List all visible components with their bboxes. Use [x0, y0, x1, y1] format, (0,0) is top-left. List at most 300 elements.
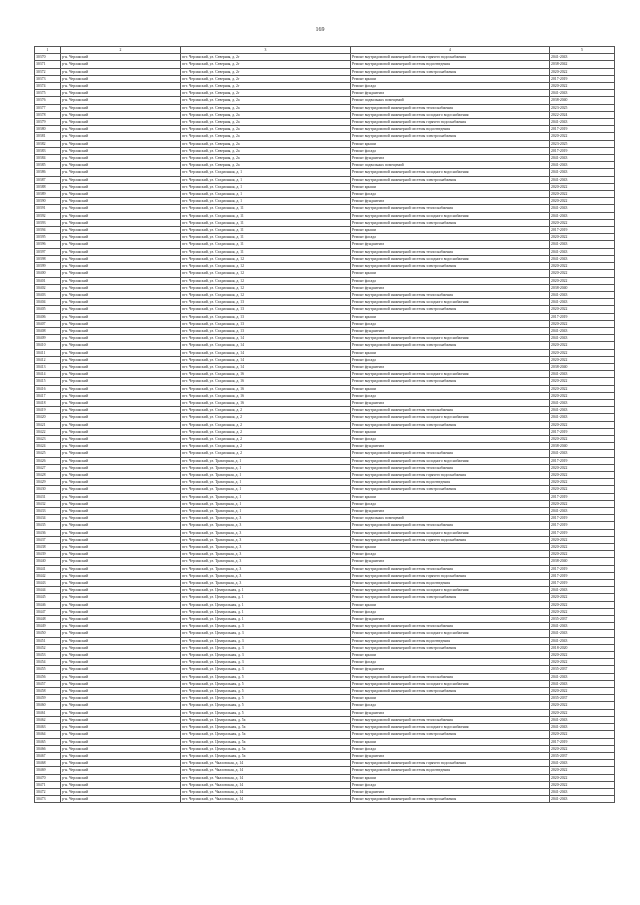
work-type-cell: Ремонт фундамента — [351, 399, 550, 406]
address-cell: пгт. Черлакский, ул. Тракторная, д. 3 — [181, 572, 351, 579]
district-cell: р-н. Черлакский — [61, 781, 181, 788]
work-type-cell: Ремонт внутридомовой инженерной системы электроснабжения — [351, 688, 550, 695]
row-id-cell: 30402 — [35, 284, 61, 291]
table-row — [35, 320, 615, 327]
work-type-cell: Ремонт внутридомовой инженерной системы теплоснабжения — [351, 464, 550, 471]
period-cell: 2020-2022 — [550, 479, 615, 486]
work-type-cell: Ремонт внутридомовой инженерной системы холодного водоснабжения — [351, 630, 550, 637]
district-cell: р-н. Черлакский — [61, 702, 181, 709]
work-type-cell: Ремонт внутридомовой инженерной системы горячего водоснабжения — [351, 536, 550, 543]
period-cell: 2020-2022 — [550, 471, 615, 478]
district-cell: р-н. Черлакский — [61, 414, 181, 421]
address-cell: пгт. Черлакский, ул. Стадионная, д. 16 — [181, 399, 351, 406]
district-cell: р-н. Черлакский — [61, 255, 181, 262]
table-row — [35, 580, 615, 587]
work-type-cell: Ремонт внутридомовой инженерной системы горячего водоснабжения — [351, 471, 550, 478]
period-cell: 2041-2043 — [550, 299, 615, 306]
row-id-cell: 30404 — [35, 299, 61, 306]
district-cell: р-н. Черлакский — [61, 399, 181, 406]
table-row — [35, 435, 615, 442]
district-cell: р-н. Черлакский — [61, 565, 181, 572]
table-row — [35, 572, 615, 579]
district-cell: р-н. Черлакский — [61, 558, 181, 565]
table-row — [35, 378, 615, 385]
work-type-cell: Ремонт крыши — [351, 140, 550, 147]
work-type-cell: Ремонт крыши — [351, 493, 550, 500]
district-cell: р-н. Черлакский — [61, 162, 181, 169]
table-row — [35, 104, 615, 111]
table-row — [35, 241, 615, 248]
period-cell: 2020-2022 — [550, 486, 615, 493]
period-cell: 2017-2019 — [550, 738, 615, 745]
row-id-cell: 30415 — [35, 378, 61, 385]
district-cell: р-н. Черлакский — [61, 493, 181, 500]
column-header: 4 — [351, 47, 550, 54]
table-row — [35, 522, 615, 529]
address-cell: пгт. Черлакский, ул. Центральная, д. 1 — [181, 608, 351, 615]
address-cell: пгт. Черлакский, ул. Центральная, д. 3 — [181, 652, 351, 659]
period-cell: 2017-2019 — [550, 75, 615, 82]
district-cell: р-н. Черлакский — [61, 306, 181, 313]
period-cell: 2020-2022 — [550, 544, 615, 551]
period-cell: 2020-2022 — [550, 709, 615, 716]
district-cell: р-н. Черлакский — [61, 97, 181, 104]
work-type-cell: Ремонт фундамента — [351, 508, 550, 515]
period-cell: 2020-2022 — [550, 731, 615, 738]
table-row — [35, 565, 615, 572]
row-id-cell: 30470 — [35, 774, 61, 781]
work-type-cell: Ремонт внутридомовой инженерной системы холодного водоснабжения — [351, 169, 550, 176]
row-id-cell: 30423 — [35, 435, 61, 442]
district-cell: р-н. Черлакский — [61, 227, 181, 234]
period-cell: 2038-2042 — [550, 61, 615, 68]
period-cell: 2020-2022 — [550, 774, 615, 781]
work-type-cell: Ремонт крыши — [351, 601, 550, 608]
period-cell: 2017-2019 — [550, 572, 615, 579]
district-cell: р-н. Черлакский — [61, 291, 181, 298]
address-cell: пгт. Черлакский, ул. Стадионная, д. 12 — [181, 263, 351, 270]
row-id-cell: 30397 — [35, 248, 61, 255]
work-type-cell: Ремонт крыши — [351, 544, 550, 551]
period-cell: 2020-2022 — [550, 435, 615, 442]
row-id-cell: 30435 — [35, 522, 61, 529]
district-cell: р-н. Черлакский — [61, 284, 181, 291]
district-cell: р-н. Черлакский — [61, 659, 181, 666]
address-cell: пгт. Черлакский, ул. Центральная, д. 5а — [181, 738, 351, 745]
period-cell: 2020-2022 — [550, 421, 615, 428]
period-cell: 2041-2043 — [550, 155, 615, 162]
district-cell: р-н. Черлакский — [61, 616, 181, 623]
district-cell: р-н. Черлакский — [61, 104, 181, 111]
table-row — [35, 558, 615, 565]
table-row — [35, 263, 615, 270]
district-cell: р-н. Черлакский — [61, 587, 181, 594]
table-row — [35, 327, 615, 334]
row-id-cell: 30399 — [35, 263, 61, 270]
district-cell: р-н. Черлакский — [61, 183, 181, 190]
work-type-cell: Ремонт фасада — [351, 702, 550, 709]
address-cell: пгт. Черлакский, ул. Стадионная, д. 11 — [181, 248, 351, 255]
row-id-cell: 30440 — [35, 558, 61, 565]
district-cell: р-н. Черлакский — [61, 133, 181, 140]
row-id-cell: 30413 — [35, 363, 61, 370]
row-id-cell: 30433 — [35, 508, 61, 515]
table-row — [35, 392, 615, 399]
district-cell: р-н. Черлакский — [61, 385, 181, 392]
address-cell: пгт. Черлакский, ул. Северная, д. 2а — [181, 126, 351, 133]
work-type-cell: Ремонт внутридомовой инженерной системы электроснабжения — [351, 263, 550, 270]
district-cell: р-н. Черлакский — [61, 796, 181, 803]
period-cell: 2035-2037 — [550, 752, 615, 759]
period-cell: 2017-2019 — [550, 493, 615, 500]
period-cell: 2041-2043 — [550, 90, 615, 97]
address-cell: пгт. Черлакский, ул. Стадионная, д. 11 — [181, 241, 351, 248]
row-id-cell: 30449 — [35, 623, 61, 630]
work-type-cell: Ремонт фасада — [351, 392, 550, 399]
row-id-cell: 30434 — [35, 515, 61, 522]
work-type-cell: Ремонт фундамента — [351, 155, 550, 162]
table-row — [35, 133, 615, 140]
address-cell: пгт. Черлакский, ул. Центральная, д. 5а — [181, 731, 351, 738]
table-row — [35, 155, 615, 162]
address-cell: пгт. Черлакский, ул. Стадионная, д. 13 — [181, 327, 351, 334]
district-cell: р-н. Черлакский — [61, 371, 181, 378]
address-cell: пгт. Черлакский, ул. Стадионная, д. 2 — [181, 435, 351, 442]
work-type-cell: Ремонт фундамента — [351, 666, 550, 673]
work-type-cell: Ремонт внутридомовой инженерной системы электроснабжения — [351, 796, 550, 803]
table-row — [35, 500, 615, 507]
address-cell: пгт. Черлакский, ул. Тракторная, д. 3 — [181, 565, 351, 572]
work-type-cell: Ремонт внутридомовой инженерной системы электроснабжения — [351, 731, 550, 738]
district-cell: р-н. Черлакский — [61, 500, 181, 507]
district-cell: р-н. Черлакский — [61, 212, 181, 219]
district-cell: р-н. Черлакский — [61, 155, 181, 162]
table-row — [35, 536, 615, 543]
address-cell: пгт. Черлакский, ул. Центральная, д. 1 — [181, 587, 351, 594]
row-id-cell: 30405 — [35, 306, 61, 313]
work-type-cell: Ремонт фундамента — [351, 327, 550, 334]
district-cell: р-н. Черлакский — [61, 767, 181, 774]
page-number: 169 — [315, 27, 325, 33]
period-cell: 2020-2022 — [550, 500, 615, 507]
row-id-cell: 30373 — [35, 75, 61, 82]
row-id-cell: 30388 — [35, 183, 61, 190]
address-cell: пгт. Черлакский, ул. Стадионная, д. 12 — [181, 277, 351, 284]
row-id-cell: 30386 — [35, 169, 61, 176]
district-cell: р-н. Черлакский — [61, 191, 181, 198]
period-cell: 2020-2022 — [550, 594, 615, 601]
period-cell: 2020-2022 — [550, 536, 615, 543]
row-id-cell: 30382 — [35, 140, 61, 147]
row-id-cell: 30422 — [35, 428, 61, 435]
row-id-cell: 30377 — [35, 104, 61, 111]
work-type-cell: Ремонт внутридомовой инженерной системы электроснабжения — [351, 342, 550, 349]
period-cell: 2041-2043 — [550, 255, 615, 262]
district-cell: р-н. Черлакский — [61, 774, 181, 781]
district-cell: р-н. Черлакский — [61, 299, 181, 306]
work-type-cell: Ремонт внутридомовой инженерной системы холодного водоснабжения — [351, 587, 550, 594]
work-type-cell: Ремонт фасада — [351, 435, 550, 442]
work-type-cell: Ремонт внутридомовой инженерной системы водоотведения — [351, 767, 550, 774]
table-row — [35, 443, 615, 450]
address-cell: пгт. Черлакский, ул. Чкаловская, д. 14 — [181, 760, 351, 767]
work-type-cell: Ремонт крыши — [351, 774, 550, 781]
district-cell: р-н. Черлакский — [61, 421, 181, 428]
row-id-cell: 30441 — [35, 565, 61, 572]
address-cell: пгт. Черлакский, ул. Северная, д. 2а — [181, 97, 351, 104]
address-cell: пгт. Черлакский, ул. Тракторная, д. 3 — [181, 544, 351, 551]
table-row — [35, 399, 615, 406]
period-cell: 2020-2022 — [550, 234, 615, 241]
district-cell: р-н. Черлакский — [61, 508, 181, 515]
district-cell: р-н. Черлакский — [61, 716, 181, 723]
district-cell: р-н. Черлакский — [61, 392, 181, 399]
table-row — [35, 212, 615, 219]
address-cell: пгт. Черлакский, ул. Северная, д. 2а — [181, 162, 351, 169]
district-cell: р-н. Черлакский — [61, 263, 181, 270]
period-cell: 2041-2043 — [550, 623, 615, 630]
district-cell: р-н. Черлакский — [61, 731, 181, 738]
address-cell: пгт. Черлакский, ул. Северная, д. 2а — [181, 140, 351, 147]
period-cell: 2041-2043 — [550, 291, 615, 298]
period-cell: 2017-2019 — [550, 126, 615, 133]
work-type-cell: Ремонт подвальных помещений — [351, 97, 550, 104]
row-id-cell: 30383 — [35, 147, 61, 154]
address-cell: пгт. Черлакский, ул. Северная, д. 2г — [181, 90, 351, 97]
work-type-cell: Ремонт фундамента — [351, 752, 550, 759]
district-cell: р-н. Черлакский — [61, 90, 181, 97]
table-row — [35, 277, 615, 284]
period-cell: 2020-2022 — [550, 392, 615, 399]
work-type-cell: Ремонт внутридомовой инженерной системы теплоснабжения — [351, 104, 550, 111]
row-id-cell: 30370 — [35, 54, 61, 61]
row-id-cell: 30381 — [35, 133, 61, 140]
work-type-cell: Ремонт внутридомовой инженерной системы электроснабжения — [351, 644, 550, 651]
district-cell: р-н. Черлакский — [61, 594, 181, 601]
period-cell: 2020-2022 — [550, 464, 615, 471]
period-cell: 2041-2043 — [550, 371, 615, 378]
address-cell: пгт. Черлакский, ул. Стадионная, д. 12 — [181, 270, 351, 277]
work-type-cell: Ремонт фасада — [351, 356, 550, 363]
work-type-cell: Ремонт фундамента — [351, 284, 550, 291]
table-row — [35, 335, 615, 342]
work-type-cell: Ремонт внутридомовой инженерной системы электроснабжения — [351, 306, 550, 313]
district-cell: р-н. Черлакский — [61, 443, 181, 450]
work-type-cell: Ремонт крыши — [351, 652, 550, 659]
row-id-cell: 30384 — [35, 155, 61, 162]
period-cell: 2020-2022 — [550, 68, 615, 75]
period-cell: 2041-2043 — [550, 716, 615, 723]
address-cell: пгт. Черлакский, ул. Стадионная, д. 2 — [181, 428, 351, 435]
district-cell: р-н. Черлакский — [61, 673, 181, 680]
address-cell: пгт. Черлакский, ул. Чкаловская, д. 14 — [181, 781, 351, 788]
table-row — [35, 767, 615, 774]
row-id-cell: 30390 — [35, 198, 61, 205]
work-type-cell: Ремонт фасада — [351, 659, 550, 666]
table-row — [35, 594, 615, 601]
address-cell: пгт. Черлакский, ул. Северная, д. 2г — [181, 68, 351, 75]
work-type-cell: Ремонт фундамента — [351, 363, 550, 370]
period-cell: 2017-2019 — [550, 428, 615, 435]
period-cell: 2038-2040 — [550, 558, 615, 565]
row-id-cell: 30410 — [35, 342, 61, 349]
period-cell: 2041-2043 — [550, 788, 615, 795]
work-type-cell: Ремонт фундамента — [351, 241, 550, 248]
district-cell: р-н. Черлакский — [61, 738, 181, 745]
period-cell: 2041-2043 — [550, 399, 615, 406]
district-cell: р-н. Черлакский — [61, 270, 181, 277]
row-id-cell: 30424 — [35, 443, 61, 450]
district-cell: р-н. Черлакский — [61, 356, 181, 363]
address-cell: пгт. Черлакский, ул. Центральная, д. 1 — [181, 616, 351, 623]
repair-schedule-table — [34, 46, 615, 803]
row-id-cell: 30387 — [35, 176, 61, 183]
period-cell: 2020-2022 — [550, 270, 615, 277]
district-cell: р-н. Черлакский — [61, 68, 181, 75]
district-cell: р-н. Черлакский — [61, 234, 181, 241]
work-type-cell: Ремонт внутридомовой инженерной системы водоотведения — [351, 126, 550, 133]
row-id-cell: 30453 — [35, 652, 61, 659]
row-id-cell: 30455 — [35, 666, 61, 673]
address-cell: пгт. Черлакский, ул. Северная, д. 2г — [181, 61, 351, 68]
work-type-cell: Ремонт крыши — [351, 738, 550, 745]
address-cell: пгт. Черлакский, ул. Стадионная, д. 13 — [181, 320, 351, 327]
work-type-cell: Ремонт крыши — [351, 270, 550, 277]
district-cell: р-н. Черлакский — [61, 327, 181, 334]
row-id-cell: 30375 — [35, 90, 61, 97]
period-cell: 2020-2022 — [550, 659, 615, 666]
district-cell: р-н. Черлакский — [61, 623, 181, 630]
row-id-cell: 30426 — [35, 457, 61, 464]
table-row — [35, 493, 615, 500]
row-id-cell: 30407 — [35, 320, 61, 327]
table-row — [35, 183, 615, 190]
period-cell: 2041-2043 — [550, 680, 615, 687]
period-cell: 2041-2043 — [550, 176, 615, 183]
period-cell: 2017-2019 — [550, 227, 615, 234]
district-cell: р-н. Черлакский — [61, 407, 181, 414]
address-cell: пгт. Черлакский, ул. Центральная, д. 5а — [181, 745, 351, 752]
row-id-cell: 30447 — [35, 608, 61, 615]
district-cell: р-н. Черлакский — [61, 54, 181, 61]
work-type-cell: Ремонт внутридомовой инженерной системы электроснабжения — [351, 219, 550, 226]
table-row — [35, 421, 615, 428]
address-cell: пгт. Черлакский, ул. Тракторная, д. 1 — [181, 464, 351, 471]
district-cell: р-н. Черлакский — [61, 630, 181, 637]
period-cell: 2041-2043 — [550, 508, 615, 515]
work-type-cell: Ремонт внутридомовой инженерной системы теплоснабжения — [351, 205, 550, 212]
table-row — [35, 255, 615, 262]
address-cell: пгт. Черлакский, ул. Стадионная, д. 1 — [181, 169, 351, 176]
district-cell: р-н. Черлакский — [61, 522, 181, 529]
district-cell: р-н. Черлакский — [61, 680, 181, 687]
work-type-cell: Ремонт фундамента — [351, 788, 550, 795]
address-cell: пгт. Черлакский, ул. Тракторная, д. 1 — [181, 457, 351, 464]
row-id-cell: 30446 — [35, 601, 61, 608]
district-cell: р-н. Черлакский — [61, 479, 181, 486]
address-cell: пгт. Черлакский, ул. Северная, д. 2г — [181, 75, 351, 82]
address-cell: пгт. Черлакский, ул. Стадионная, д. 2 — [181, 407, 351, 414]
period-cell: 2041-2043 — [550, 637, 615, 644]
table-row — [35, 515, 615, 522]
period-cell: 2020-2022 — [550, 745, 615, 752]
row-id-cell: 30462 — [35, 716, 61, 723]
work-type-cell: Ремонт фундамента — [351, 443, 550, 450]
address-cell: пгт. Черлакский, ул. Стадионная, д. 13 — [181, 299, 351, 306]
table-row — [35, 601, 615, 608]
district-cell: р-н. Черлакский — [61, 219, 181, 226]
row-id-cell: 30430 — [35, 486, 61, 493]
table-body — [35, 54, 615, 803]
row-id-cell: 30391 — [35, 205, 61, 212]
period-cell: 2017-2019 — [550, 522, 615, 529]
period-cell: 2020-2022 — [550, 652, 615, 659]
table-row — [35, 666, 615, 673]
work-type-cell: Ремонт внутридомовой инженерной системы горячего водоснабжения — [351, 572, 550, 579]
work-type-cell: Ремонт крыши — [351, 227, 550, 234]
row-id-cell: 30472 — [35, 788, 61, 795]
district-cell: р-н. Черлакский — [61, 378, 181, 385]
table-row — [35, 147, 615, 154]
district-cell: р-н. Черлакский — [61, 205, 181, 212]
row-id-cell: 30457 — [35, 680, 61, 687]
row-id-cell: 30398 — [35, 255, 61, 262]
district-cell: р-н. Черлакский — [61, 486, 181, 493]
work-type-cell: Ремонт крыши — [351, 385, 550, 392]
address-cell: пгт. Черлакский, ул. Центральная, д. 3 — [181, 666, 351, 673]
work-type-cell: Ремонт фасада — [351, 781, 550, 788]
period-cell: 2017-2019 — [550, 580, 615, 587]
row-id-cell: 30400 — [35, 270, 61, 277]
table-row — [35, 587, 615, 594]
work-type-cell: Ремонт внутридомовой инженерной системы холодного водоснабжения — [351, 255, 550, 262]
period-cell: 2035-2037 — [550, 666, 615, 673]
address-cell: пгт. Черлакский, ул. Тракторная, д. 3 — [181, 529, 351, 536]
table-row — [35, 688, 615, 695]
period-cell: 2020-2022 — [550, 551, 615, 558]
work-type-cell: Ремонт подвальных помещений — [351, 515, 550, 522]
table-row — [35, 616, 615, 623]
district-cell: р-н. Черлакский — [61, 536, 181, 543]
work-type-cell: Ремонт внутридомовой инженерной системы холодного водоснабжения — [351, 680, 550, 687]
address-cell: пгт. Черлакский, ул. Тракторная, д. 1 — [181, 471, 351, 478]
work-type-cell: Ремонт внутридомовой инженерной системы холодного водоснабжения — [351, 457, 550, 464]
work-type-cell: Ремонт внутридомовой инженерной системы теплоснабжения — [351, 522, 550, 529]
column-header: 2 — [61, 47, 181, 54]
district-cell: р-н. Черлакский — [61, 724, 181, 731]
period-cell: 2035-2037 — [550, 616, 615, 623]
district-cell: р-н. Черлакский — [61, 119, 181, 126]
address-cell: пгт. Черлакский, ул. Центральная, д. 5 — [181, 673, 351, 680]
address-cell: пгт. Черлакский, ул. Центральная, д. 5а — [181, 716, 351, 723]
table-row — [35, 464, 615, 471]
period-cell: 2041-2043 — [550, 169, 615, 176]
address-cell: пгт. Черлакский, ул. Центральная, д. 3 — [181, 659, 351, 666]
row-id-cell: 30418 — [35, 399, 61, 406]
period-cell: 2020-2022 — [550, 702, 615, 709]
district-cell: р-н. Черлакский — [61, 760, 181, 767]
table-row — [35, 306, 615, 313]
work-type-cell: Ремонт крыши — [351, 349, 550, 356]
district-cell: р-н. Черлакский — [61, 515, 181, 522]
district-cell: р-н. Черлакский — [61, 241, 181, 248]
table-row — [35, 176, 615, 183]
work-type-cell: Ремонт внутридомовой инженерной системы холодного водоснабжения — [351, 724, 550, 731]
period-cell: 2020-2022 — [550, 767, 615, 774]
period-cell: 2041-2043 — [550, 414, 615, 421]
address-cell: пгт. Черлакский, ул. Центральная, д. 5 — [181, 695, 351, 702]
table-row — [35, 205, 615, 212]
